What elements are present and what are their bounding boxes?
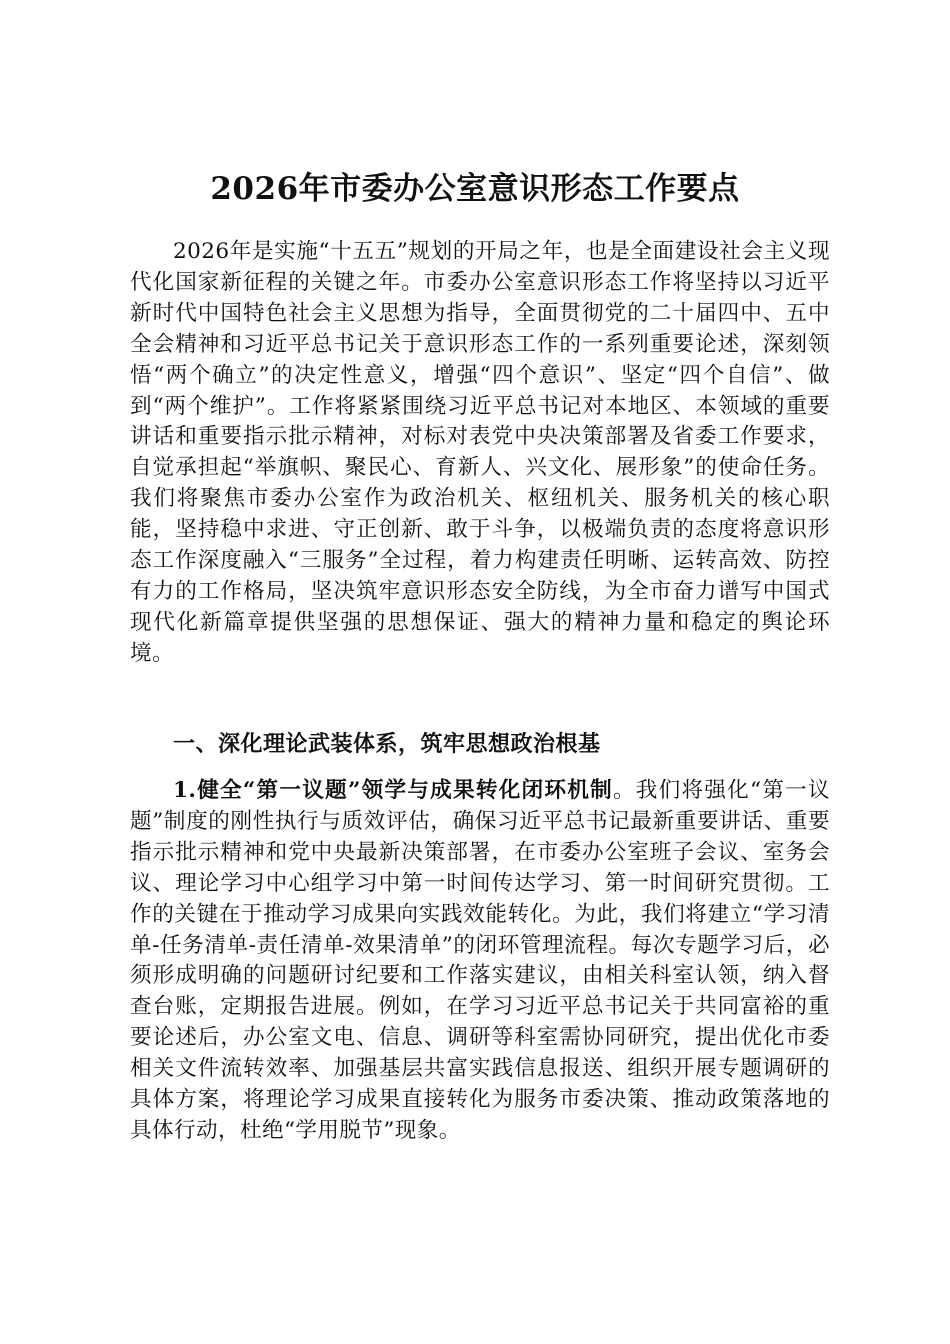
intro-paragraph: 2026年是实施“十五五”规划的开局之年，也是全面建设社会主义现代化国家新征程的关键之年。市委办公室意识形态工作将坚持以习近平新时代中国特色社会主义思想为指导，全面贯彻党的二十届四中、五中全会精神和习近平总书记关于意识形态工作的一系列重要论述，深刻领悟“两个确立”的决定性意义，增强“四个意识”、坚定“四个自信”、做到“两个维护”。工作将紧紧围绕习近平总书记对本地区、本领域的重要讲话和重要指示批示精神，对标对表党中央决策部署及省委工作要求，自觉承担起“举旗帜、聚民心、育新人、兴文化、展形象”的使命任务。我们将聚焦市委办公室作为政治机关、枢纽机关、服务机关的核心职能，坚持稳中求进、守正创新、敢于斗争，以极端负责的态度将意识形态工作深度融入“三服务”全过程，着力构建责任明晰、运转高效、防控有力的工作格局，坚决筑牢意识形态安全防线，为全市奋力谱写中国式现代化新篇章提供坚强的思想保证、强大的精神力量和稳定的舆论环境。 <box>130 239 830 666</box>
document-title: 2026年市委办公室意识形态工作要点 <box>210 171 740 207</box>
item-one-body: 。我们将强化“第一议题”制度的刚性执行与质效评估，确保习近平总书记最新重要讲话、重要指示批示精神和党中央最新决策部署，在市委办公室班子会议、室务会议、理论学习中心组学习中第一时间传达学习、第一时间研究贯彻。工作的关键在于推动学习成果向实践效能转化。为此，我们将建立“学习清单-任务清单-责任清单-效果清单”的闭环管理流程。每次专题学习后，必须形成明确的问题研讨纪要和工作落实建议，由相关科室认领，纳入督查台账，定期报告进展。例如，在学习习近平总书记关于共同富裕的重要论述后，办公室文电、信息、调研等科室需协同研究，提出优化市委相关文件流转效率、加强基层共富实践信息报送、组织开展专题调研的具体方案，将理论学习成果直接转化为服务市委决策、推动政策落地的具体行动，杜绝“学用脱节”现象。 <box>130 778 830 1143</box>
section-one-heading: 一、深化理论武装体系，筑牢思想政治根基 <box>173 731 601 757</box>
item-one-title: 1.健全“第一议题”领学与成果转化闭环机制 <box>173 778 613 803</box>
item-one-paragraph <box>130 776 830 1147</box>
